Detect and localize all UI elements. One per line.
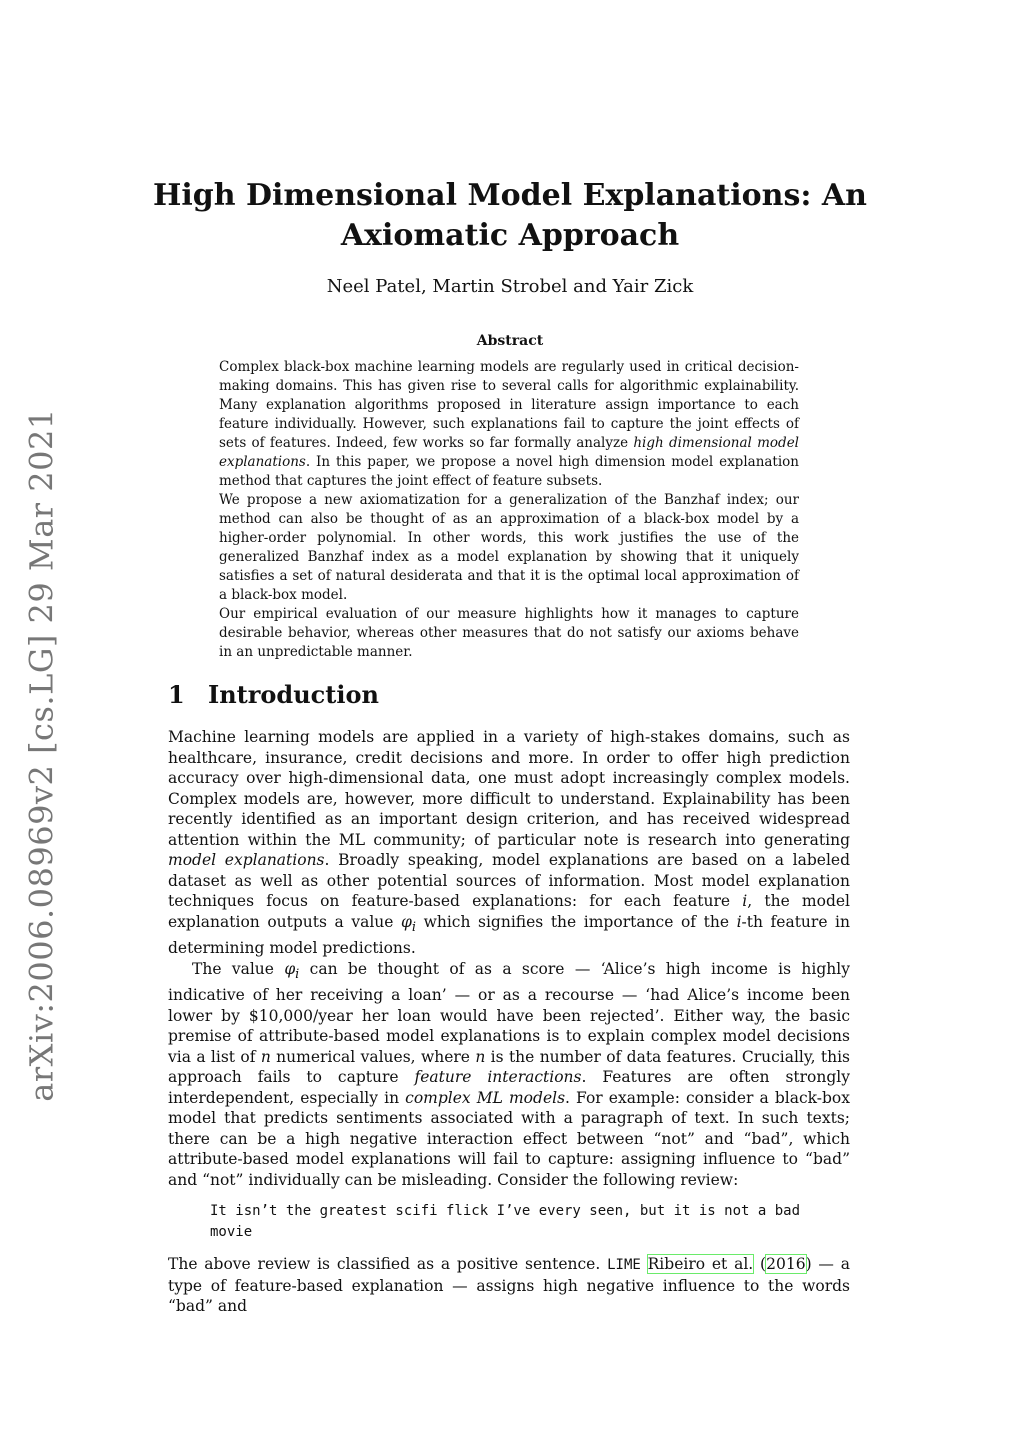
math-var: i (742, 892, 748, 910)
math-var: φ (401, 912, 412, 931)
text: Machine learning models are applied in a variety of high-stakes domains, such as healthcare, insurance, credit decisions and more. In order to offer high prediction accuracy over high-dimensional data, one must adopt increasingly complex models. Complex models are, however, more difficult to understand. Explainability has been recently identified as an important design criterion, and has received widespread attention within the ML community; of particular note is research into generating (168, 728, 850, 849)
text: is the number of data features. Crucially, this approach fails to capture (168, 1047, 850, 1087)
body-paragraph (168, 727, 850, 959)
citation-link[interactable]: Ribeiro et al. (647, 1255, 754, 1274)
text: . For example: consider a black-box model that predicts sentiments associated with a paragraph of text. In such texts; there can be a high negative interaction effect between “not” and “bad”, which attribute-based model explanations will fail to capture: assigning influence to “bad” and “not” individually can be misleading. Consider the following review: (168, 1088, 850, 1189)
abstract (219, 358, 799, 662)
text: , the model explanation outputs a value (168, 892, 850, 931)
paper-title (150, 176, 870, 256)
text: ( (753, 1255, 767, 1274)
math-sub: i (411, 919, 417, 935)
body-text (168, 727, 850, 1317)
text: ) — a type of feature-based explanation — assigns high negative influence to the words “bad” and (168, 1255, 850, 1316)
review-quote: It isn’t the greatest scifi flick I’ve every seen, but it is not a bad movie (210, 1203, 801, 1240)
text: -th feature in determining model predictions. (168, 912, 850, 958)
title-line-2: Axiomatic Approach (340, 218, 680, 253)
text: . Broadly speaking, model explanations are based on a labeled dataset as well as other potential sources of information. Most model explanation techniques focus on feature-based explanations: for each feature (168, 851, 851, 910)
emphasis: complex ML models (405, 1088, 566, 1107)
code-term: LIME (607, 1257, 641, 1274)
emphasis: model explanations (168, 851, 325, 869)
abstract-paragraph: We propose a new axiomatization for a generalization of the Banzhaf index; our method can also be thought of as an approximation of a black-box model by a higher-order polynomial. In other words, this work justifies the use of the generalized Banzhaf index as a model explanation by showing that it uniquely satisfies a set of natural desiderata and that it is the optimal local approximation of a black-box model. (219, 492, 799, 603)
text: numerical values, where (270, 1047, 476, 1066)
section-title: Introduction (208, 680, 379, 709)
math-var: n (475, 1047, 486, 1066)
text: can be thought of as a score — ‘Alice’s high income is highly indicative of her receiving a loan’ — or as a recourse — ‘had Alice’s income been lower by $10,000/year her loan would have been rejected’. Either way, the basic premise of attribute-based model explanations is to explain complex model decisions via a list of (168, 959, 850, 1066)
math-var: i (736, 912, 742, 931)
arxiv-sidebar-stamp (12, 408, 72, 1102)
authors: Neel Patel, Martin Strobel and Yair Zick (326, 276, 694, 297)
arxiv-id: arXiv:2006.08969v2 [cs.LG] 29 Mar 2021 (23, 408, 61, 1102)
text: Complex black-box machine learning models are regularly used in critical decision-making domains. This has given rise to several calls for algorithmic explainability. Many explanation algorithms proposed in literature assign importance to each feature individually. However, such explanations fail to capture the joint effects of sets of features. Indeed, few works so far formally analyze (219, 359, 799, 451)
body-paragraph (168, 959, 850, 1191)
abstract-heading: Abstract (476, 333, 544, 349)
text: which signifies the importance of the (416, 912, 737, 931)
text: . Features are often strongly interdependent, especially in (168, 1068, 851, 1107)
section-heading (168, 680, 379, 709)
emphasis: high dimensional model explanations (219, 435, 800, 470)
body-paragraph (168, 1254, 850, 1317)
math-var: φ (284, 959, 296, 978)
citation-year-link[interactable]: 2016 (766, 1255, 806, 1274)
emphasis: feature interactions (414, 1068, 582, 1087)
abstract-paragraph: Our empirical evaluation of our measure highlights how it manages to capture desirable behavior, whereas other measures that do not satisfy our axioms behave in an unpredictable manner. (219, 606, 799, 660)
text: . In this paper, we propose a novel high dimension model explanation method that captures the joint effect of feature subsets. (219, 454, 799, 489)
text (641, 1255, 648, 1273)
abstract-paragraph (219, 358, 799, 491)
math-var: n (260, 1047, 271, 1066)
text: The above review is classified as a positive sentence. (168, 1255, 608, 1274)
title-line-1: High Dimensional Model Explanations: An (153, 178, 867, 213)
text: The value (192, 959, 285, 978)
math-sub: i (295, 966, 300, 982)
section-number: 1 (168, 680, 185, 709)
